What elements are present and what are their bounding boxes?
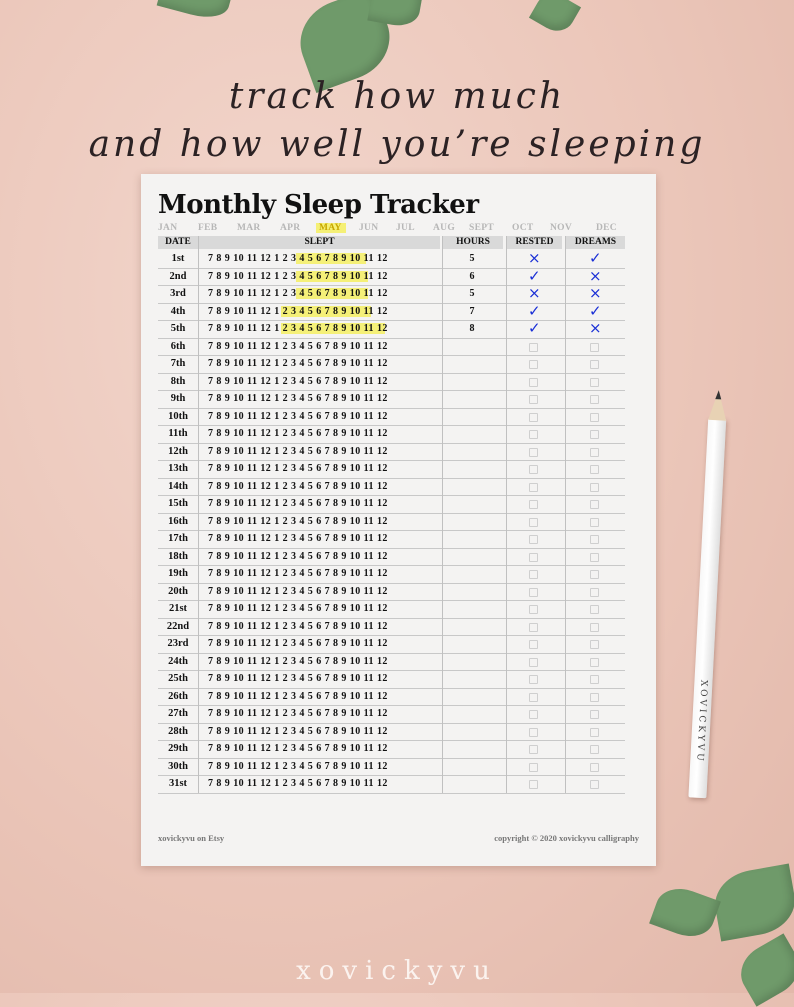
month-jul[interactable]: JUL: [396, 223, 415, 233]
month-feb[interactable]: FEB: [198, 223, 218, 233]
dreams-checkbox[interactable]: [590, 395, 599, 404]
pencil: [679, 389, 736, 800]
eucalyptus-leaf: [649, 881, 721, 944]
cross-icon[interactable]: ×: [528, 284, 541, 302]
day-label: 15th: [168, 498, 188, 509]
hour-scale[interactable]: 7 8 9 10 11 12 1 2 3 4 5 6 7 8 9 10 11 12: [208, 743, 388, 754]
table-row: [158, 635, 625, 654]
day-label: 7th: [170, 358, 186, 369]
dreams-checkbox[interactable]: [590, 780, 599, 789]
day-label: 16th: [168, 515, 188, 527]
month-oct[interactable]: OCT: [512, 223, 534, 233]
pencil-label: XOVICKYVU: [694, 679, 709, 764]
rested-checkbox[interactable]: [529, 430, 538, 439]
check-icon[interactable]: ✓: [528, 319, 541, 337]
dreams-checkbox[interactable]: [590, 675, 599, 684]
hour-scale[interactable]: 7 8 9 10 11 12 1 2 3 4 5 6 7 8 9 10 11 12: [208, 603, 388, 614]
table-row: [158, 600, 625, 619]
hour-scale[interactable]: 7 8 9 10 11 12 1 2 3 4 5 6 7 8 9 10 11 12: [208, 445, 388, 457]
eucalyptus-leaf: [710, 864, 794, 942]
table-row: [158, 460, 625, 479]
dreams-checkbox[interactable]: [590, 430, 599, 439]
table-row: [158, 355, 625, 374]
day-label: 25th: [168, 673, 188, 684]
day-label: 17th: [168, 533, 188, 544]
cross-icon[interactable]: ×: [589, 284, 602, 302]
day-label: 26th: [168, 690, 188, 702]
footer-etsy: xovickyvu on Etsy: [158, 833, 225, 843]
sheet-title: Monthly Sleep Tracker: [158, 190, 479, 220]
dreams-checkbox[interactable]: [590, 465, 599, 474]
hour-scale[interactable]: 7 8 9 10 11 12 1 2 3 4 5 6 7 8 9 10 11 12: [208, 568, 388, 579]
check-icon[interactable]: ✓: [528, 266, 541, 285]
day-label: 13th: [168, 463, 188, 474]
hour-scale[interactable]: 7 8 9 10 11 12 1 2 3 4 5 6 7 8 9 10 11 12: [208, 760, 388, 772]
hour-scale[interactable]: 7 8 9 10 11 12 1 2 3 4 5 6 7 8 9 10 11 12: [208, 498, 388, 509]
dreams-checkbox[interactable]: [590, 518, 599, 527]
day-label: 20th: [168, 585, 188, 597]
day-label: 14th: [168, 480, 188, 492]
table-row: [158, 565, 625, 584]
table-row: [158, 373, 625, 392]
rested-checkbox[interactable]: [529, 710, 538, 719]
table-row: [158, 740, 625, 759]
day-label: 21st: [168, 603, 188, 614]
table-row: [158, 425, 625, 444]
dreams-checkbox[interactable]: [590, 728, 599, 737]
day-label: 22nd: [166, 620, 190, 632]
column-divider: [565, 236, 566, 793]
cross-icon[interactable]: ×: [589, 319, 602, 337]
table-row: [158, 390, 625, 409]
table-row: [158, 285, 625, 304]
dreams-checkbox[interactable]: [590, 658, 599, 667]
dreams-checkbox[interactable]: [590, 535, 599, 544]
dreams-checkbox[interactable]: [590, 483, 599, 492]
rested-checkbox[interactable]: [529, 500, 538, 509]
dreams-checkbox[interactable]: [590, 500, 599, 509]
headline-line-2: and how well you’re sleeping: [88, 124, 706, 165]
table-row: [158, 268, 625, 287]
cross-icon[interactable]: ×: [589, 266, 602, 285]
table-row: [158, 530, 625, 549]
day-label: 1st: [171, 253, 185, 264]
day-label: 10th: [168, 410, 188, 422]
hour-scale[interactable]: 7 8 9 10 11 12 1 2 3 4 5 6 7 8 9 10 11 12: [208, 655, 388, 667]
dreams-checkbox[interactable]: [590, 588, 599, 597]
hour-scale[interactable]: 7 8 9 10 11 12 1 2 3 4 5 6 7 8 9 10 11 12: [208, 585, 388, 597]
table-row: [158, 618, 625, 637]
dreams-checkbox[interactable]: [590, 693, 599, 702]
dreams-checkbox[interactable]: [590, 640, 599, 649]
check-icon[interactable]: ✓: [589, 301, 602, 320]
day-label: 11th: [168, 428, 188, 439]
footer-copyright: copyright © 2020 xovickyvu calligraphy: [494, 833, 639, 843]
rested-checkbox[interactable]: [529, 728, 538, 737]
day-label: 28th: [168, 725, 188, 737]
day-label: 29th: [168, 743, 188, 754]
hour-scale[interactable]: 7 8 9 10 11 12 1 2 3 4 5 6 7 8 9 10 11 12: [208, 515, 388, 527]
rested-checkbox[interactable]: [529, 640, 538, 649]
day-label: 4th: [170, 305, 186, 317]
month-jun[interactable]: JUN: [359, 223, 379, 233]
check-icon[interactable]: ✓: [528, 301, 541, 320]
day-label: 31st: [168, 778, 188, 789]
hour-scale[interactable]: 7 8 9 10 11 12 1 2 3 4 5 6 7 8 9 10 11 12: [208, 428, 388, 439]
month-selector: [158, 223, 623, 233]
day-label: 8th: [170, 375, 186, 387]
month-jan[interactable]: JAN: [158, 223, 178, 233]
rested-checkbox[interactable]: [529, 360, 538, 369]
hour-scale[interactable]: 7 8 9 10 11 12 1 2 3 4 5 6 7 8 9 10 11 12: [208, 725, 388, 737]
hour-scale[interactable]: 7 8 9 10 11 12 1 2 3 4 5 6 7 8 9 10 11 12: [208, 463, 388, 474]
rested-checkbox[interactable]: [529, 448, 538, 457]
dreams-checkbox[interactable]: [590, 710, 599, 719]
hour-scale[interactable]: 7 8 9 10 11 12 1 2 3 4 5 6 7 8 9 10 11 12: [208, 673, 388, 684]
month-apr[interactable]: APR: [280, 223, 301, 233]
dreams-checkbox[interactable]: [590, 605, 599, 614]
hour-scale[interactable]: 7 8 9 10 11 12 1 2 3 4 5 6 7 8 9 10 11 12: [208, 638, 388, 649]
hour-scale[interactable]: 7 8 9 10 11 12 1 2 3 4 5 6 7 8 9 10 11 12: [208, 620, 388, 632]
day-label: 24th: [168, 655, 188, 667]
day-label: 9th: [170, 393, 186, 404]
month-mar[interactable]: MAR: [237, 223, 261, 233]
header-hours: HOURS: [443, 236, 503, 249]
brand-name: xovickyvu: [296, 956, 498, 986]
eucalyptus-leaf: [157, 0, 234, 23]
hours-value: 7: [469, 305, 475, 317]
rested-checkbox[interactable]: [529, 605, 538, 614]
headline-line-1: track how much: [228, 76, 566, 117]
day-label: 6th: [170, 340, 186, 352]
table-row: [158, 303, 625, 322]
rested-checkbox[interactable]: [529, 343, 538, 352]
table-row: [158, 775, 625, 794]
hour-scale[interactable]: 7 8 9 10 11 12 1 2 3 4 5 6 7 8 9 10 11 12: [208, 690, 388, 702]
rested-checkbox[interactable]: [529, 518, 538, 527]
rested-checkbox[interactable]: [529, 395, 538, 404]
rested-checkbox[interactable]: [529, 763, 538, 772]
hour-scale[interactable]: 7 8 9 10 11 12 1 2 3 4 5 6 7 8 9 10 11 12: [208, 305, 388, 317]
rested-checkbox[interactable]: [529, 465, 538, 474]
hour-scale[interactable]: 7 8 9 10 11 12 1 2 3 4 5 6 7 8 9 10 11 12: [208, 288, 388, 299]
dreams-checkbox[interactable]: [590, 763, 599, 772]
table-row: [158, 548, 625, 567]
day-label: 30th: [168, 760, 188, 772]
table-row: [158, 408, 625, 427]
header-dreams: DREAMS: [566, 236, 625, 249]
hour-scale[interactable]: 7 8 9 10 11 12 1 2 3 4 5 6 7 8 9 10 11 12: [208, 393, 388, 404]
table-row: [158, 338, 625, 357]
dreams-checkbox[interactable]: [590, 343, 599, 352]
month-nov[interactable]: NOV: [550, 223, 573, 233]
day-label: 19th: [168, 568, 188, 579]
table-row: [158, 688, 625, 707]
month-aug[interactable]: AUG: [433, 223, 456, 233]
table-row: [158, 250, 625, 269]
rested-checkbox[interactable]: [529, 483, 538, 492]
header-date: DATE: [158, 236, 198, 249]
dreams-checkbox[interactable]: [590, 448, 599, 457]
day-label: 12th: [168, 445, 188, 457]
table-row: [158, 723, 625, 742]
rested-checkbox[interactable]: [529, 535, 538, 544]
hour-scale[interactable]: 7 8 9 10 11 12 1 2 3 4 5 6 7 8 9 10 11 12: [208, 550, 388, 562]
month-dec[interactable]: DEC: [596, 223, 617, 233]
hours-value: 8: [469, 323, 475, 334]
day-label: 27th: [168, 708, 188, 719]
day-label: 2nd: [169, 270, 187, 282]
hour-scale[interactable]: 7 8 9 10 11 12 1 2 3 4 5 6 7 8 9 10 11 12: [208, 358, 388, 369]
dreams-checkbox[interactable]: [590, 570, 599, 579]
column-divider: [442, 236, 443, 793]
hour-scale[interactable]: 7 8 9 10 11 12 1 2 3 4 5 6 7 8 9 10 11 12: [208, 708, 388, 719]
hour-scale[interactable]: 7 8 9 10 11 12 1 2 3 4 5 6 7 8 9 10 11 12: [208, 410, 388, 422]
hour-scale[interactable]: 7 8 9 10 11 12 1 2 3 4 5 6 7 8 9 10 11 12: [208, 340, 388, 352]
rested-checkbox[interactable]: [529, 413, 538, 422]
table-row: [158, 758, 625, 777]
sleep-tracker-sheet: [141, 174, 656, 866]
rested-checkbox[interactable]: [529, 693, 538, 702]
hour-scale[interactable]: 7 8 9 10 11 12 1 2 3 4 5 6 7 8 9 10 11 12: [208, 270, 388, 282]
dreams-checkbox[interactable]: [590, 553, 599, 562]
header-rested: RESTED: [507, 236, 562, 249]
column-divider: [198, 236, 199, 793]
cross-icon[interactable]: ×: [528, 249, 541, 267]
header-slept: SLEPT: [199, 236, 440, 249]
rested-checkbox[interactable]: [529, 658, 538, 667]
check-icon[interactable]: ✓: [589, 249, 602, 267]
rested-checkbox[interactable]: [529, 588, 538, 597]
dreams-checkbox[interactable]: [590, 623, 599, 632]
month-may[interactable]: MAY: [319, 223, 342, 233]
hour-scale[interactable]: 7 8 9 10 11 12 1 2 3 4 5 6 7 8 9 10 11 12: [208, 778, 388, 789]
table-row: [158, 478, 625, 497]
hour-scale[interactable]: 7 8 9 10 11 12 1 2 3 4 5 6 7 8 9 10 11 12: [208, 533, 388, 544]
hour-scale[interactable]: 7 8 9 10 11 12 1 2 3 4 5 6 7 8 9 10 11 12: [208, 375, 388, 387]
dreams-checkbox[interactable]: [590, 413, 599, 422]
day-label: 23rd: [167, 638, 189, 649]
rested-checkbox[interactable]: [529, 570, 538, 579]
hours-value: 5: [469, 253, 475, 264]
dreams-checkbox[interactable]: [590, 378, 599, 387]
hour-scale[interactable]: 7 8 9 10 11 12 1 2 3 4 5 6 7 8 9 10 11 12: [208, 480, 388, 492]
rested-checkbox[interactable]: [529, 553, 538, 562]
hours-value: 6: [469, 270, 475, 282]
column-divider: [506, 236, 507, 793]
table-row: [158, 670, 625, 689]
table-row: [158, 653, 625, 672]
table-row: [158, 513, 625, 532]
day-label: 5th: [170, 323, 186, 334]
table-row: [158, 320, 625, 339]
rested-checkbox[interactable]: [529, 780, 538, 789]
table-row: [158, 583, 625, 602]
hour-scale[interactable]: 7 8 9 10 11 12 1 2 3 4 5 6 7 8 9 10 11 12: [208, 323, 388, 334]
table-row: [158, 495, 625, 514]
table-row: [158, 705, 625, 724]
rested-checkbox[interactable]: [529, 745, 538, 754]
dreams-checkbox[interactable]: [590, 745, 599, 754]
hour-scale[interactable]: 7 8 9 10 11 12 1 2 3 4 5 6 7 8 9 10 11 12: [208, 253, 388, 264]
eucalyptus-leaf: [529, 0, 581, 38]
dreams-checkbox[interactable]: [590, 360, 599, 369]
day-label: 3rd: [170, 288, 186, 299]
hours-value: 5: [469, 288, 475, 299]
rested-checkbox[interactable]: [529, 675, 538, 684]
rested-checkbox[interactable]: [529, 623, 538, 632]
month-sept[interactable]: SEPT: [469, 223, 494, 233]
day-label: 18th: [168, 550, 188, 562]
table-row: [158, 443, 625, 462]
rested-checkbox[interactable]: [529, 378, 538, 387]
